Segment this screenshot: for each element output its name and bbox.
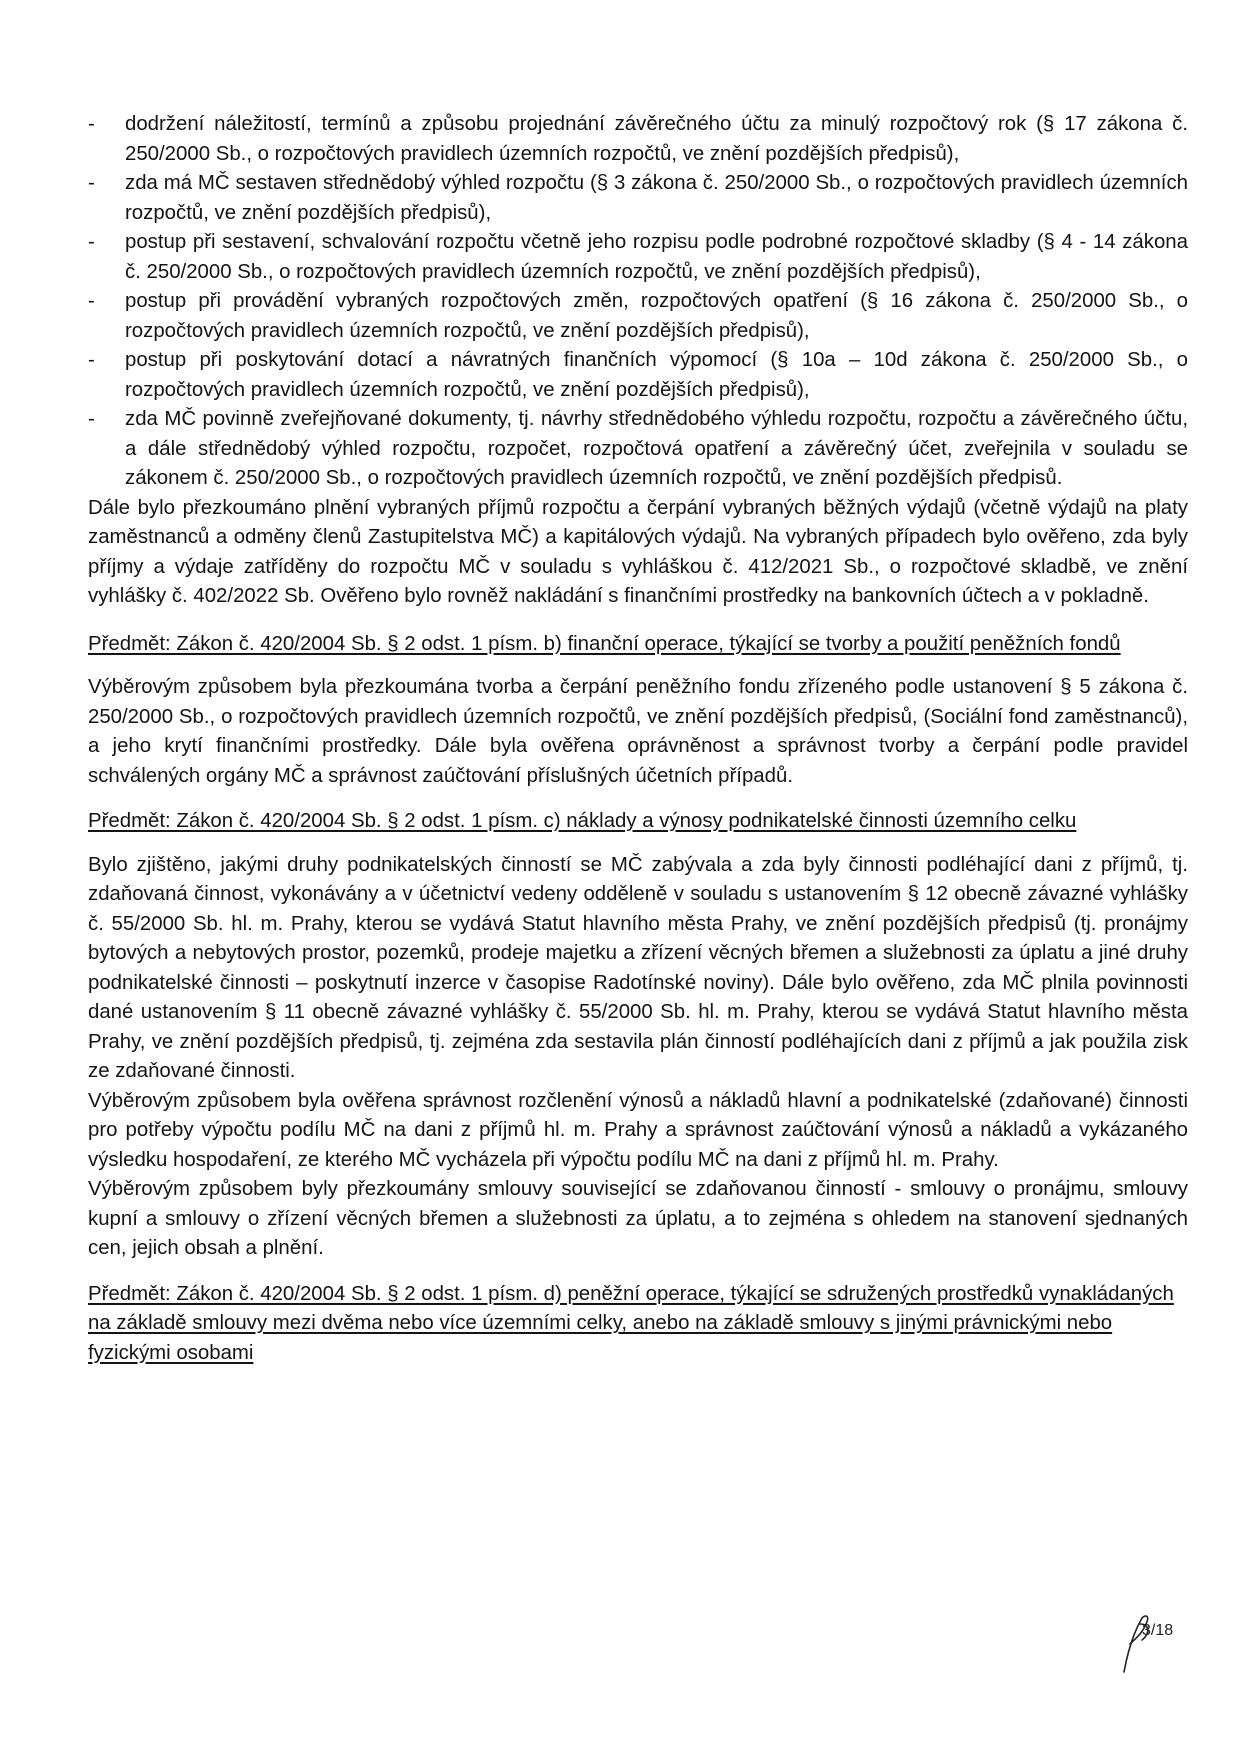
list-item: - zda má MČ sestaven střednědobý výhled rozpočtu (§ 3 zákona č. 250/2000 Sb., o rozpočtových pravidlech územních rozpočtů, ve znění pozdějších předpisů), (88, 169, 1188, 228)
list-item: - postup při provádění vybraných rozpočtových změn, rozpočtových opatření (§ 16 zákona č. 250/2000 Sb., o rozpočtových pravidlech územních rozpočtů, ve znění pozdějších předpisů), (88, 287, 1188, 346)
list-item: - postup při sestavení, schvalování rozpočtu včetně jeho rozpisu podle podrobné rozpočtové skladby (§ 4 - 14 zákona č. 250/2000 Sb., o rozpočtových pravidlech územních rozpočtů, ve znění pozdějších předpisů), (88, 228, 1188, 287)
page-number: 3/18 (1142, 1622, 1174, 1639)
list-item: - postup při poskytování dotací a návratných finančních výpomocí (§ 10a – 10d zákona č. 250/2000 Sb., o rozpočtových pravidlech územních rozpočtů, ve znění pozdějších předpisů), (88, 346, 1188, 405)
signature-initial-icon (1120, 1610, 1160, 1680)
page-footer (1120, 1610, 1220, 1680)
review-criteria-list (88, 110, 1188, 494)
paragraph-contracts: Výběrovým způsobem byly přezkoumány smlouvy související se zdaňovanou činností - smlouvy o pronájmu, smlouvy kupní a smlouvy o zřízení věcných břemen a služebnosti za úplatu, a to zejména s ohledem na stanovení sjednaných cen, jejich obsah a plnění. (88, 1178, 1188, 1259)
subject-heading-c: Předmět: Zákon č. 420/2004 Sb. § 2 odst. 1 písm. c) náklady a výnosy podnikatelské činnosti územního celku (88, 810, 1077, 832)
subject-heading-d: Předmět: Zákon č. 420/2004 Sb. § 2 odst. 1 písm. d) peněžní operace, týkající se sdružených prostředků vynakládaných na základě smlouvy mezi dvěma nebo více územními celky, anebo na základě smlouvy s jinými právnickými nebo fyzickými osobami (88, 1282, 1174, 1364)
subject-heading-b: Předmět: Zákon č. 420/2004 Sb. § 2 odst. 1 písm. b) finanční operace, týkající se tvorby a použití peněžních fondů (88, 632, 1121, 655)
paragraph-business-activities: Bylo zjištěno, jakými druhy podnikatelských činností se MČ zabývala a zda byly činnosti podléhající dani z příjmů, tj. zdaňovaná činnost, vykonávány a v účetnictví vedeny odděleně v souladu s ustanovením § 12 obecně závazné vyhlášky č. 55/2000 Sb. hl. m. Prahy, kterou se vydává Statut hlavního města Prahy, ve znění pozdějších předpisů (tj. pronájmy bytových a nebytových prostor, pozemků, prodeje majetku a zřízení věcných břemen a služebnosti za úplatu a jiné druhy podnikatelské činnosti – poskytnutí inzerce v časopise Radotínské noviny). Dále bylo ověřeno, zda MČ plnila povinnosti dané ustanovením § 11 obecně závazné vyhlášky č. 55/2000 Sb. hl. m. Prahy, kterou se vydává Statut hlavního města Prahy, ve znění pozdějších předpisů, tj. zejména zda sestavila plán činností podléhajících dani z příjmů a jak použila zisk ze zdaňované činnosti. (88, 853, 1188, 1082)
list-item: - zda MČ povinně zveřejňované dokumenty, tj. návrhy střednědobého výhledu rozpočtu, rozpočtu a závěrečného účtu, a dále střednědobý výhled rozpočtu, rozpočet, rozpočtová opatření a závěrečný účet, zveřejnila v souladu se zákonem č. 250/2000 Sb., o rozpočtových pravidlech územních rozpočtů, ve znění pozdějších předpisů. (88, 405, 1188, 494)
paragraph-funds: Výběrovým způsobem byla přezkoumána tvorba a čerpání peněžního fondu zřízeného podle ustanovení § 5 zákona č. 250/2000 Sb., o rozpočtových pravidlech územních rozpočtů, ve znění pozdějších předpisů, (Sociální fond zaměstnanců), a jeho krytí finančními prostředky. Dále byla ověřena oprávněnost a správnost tvorby a čerpání podle pravidel schválených orgány MČ a správnost zaúčtování příslušných účetních případů. (88, 676, 1188, 787)
paragraph-revenue-cost-split: Výběrovým způsobem byla ověřena správnost rozčlenění výnosů a nákladů hlavní a podnikatelské (zdaňované) činnosti pro potřeby výpočtu podílu MČ na dani z příjmů hl. m. Prahy a správnost zaúčtování výnosů a nákladů a vykázaného výsledku hospodaření, ze kterého MČ vycházela při výpočtu podílu MČ na dani z příjmů hl. m. Prahy. (88, 1089, 1188, 1171)
list-item: - dodržení náležitostí, termínů a způsobu projednání závěrečného účtu za minulý rozpočtový rok (§ 17 zákona č. 250/2000 Sb., o rozpočtových pravidlech územních rozpočtů, ve znění pozdějších předpisů), (88, 110, 1188, 169)
paragraph-revenue-expenditure: Dále bylo přezkoumáno plnění vybraných příjmů rozpočtu a čerpání vybraných běžných výdajů (včetně výdajů na platy zaměstnanců a odměny členů Zastupitelstva MČ) a kapitálových výdajů. Na vybraných případech bylo ověřeno, zda byly příjmy a výdaje zatříděny do rozpočtu MČ v souladu s vyhláškou č. 412/2021 Sb., o rozpočtové skladbě, ve znění vyhlášky č. 402/2022 Sb. Ověřeno bylo rovněž nakládání s finančními prostředky na bankovních účtech a v pokladně. (88, 496, 1188, 607)
document-page (88, 110, 1188, 1382)
